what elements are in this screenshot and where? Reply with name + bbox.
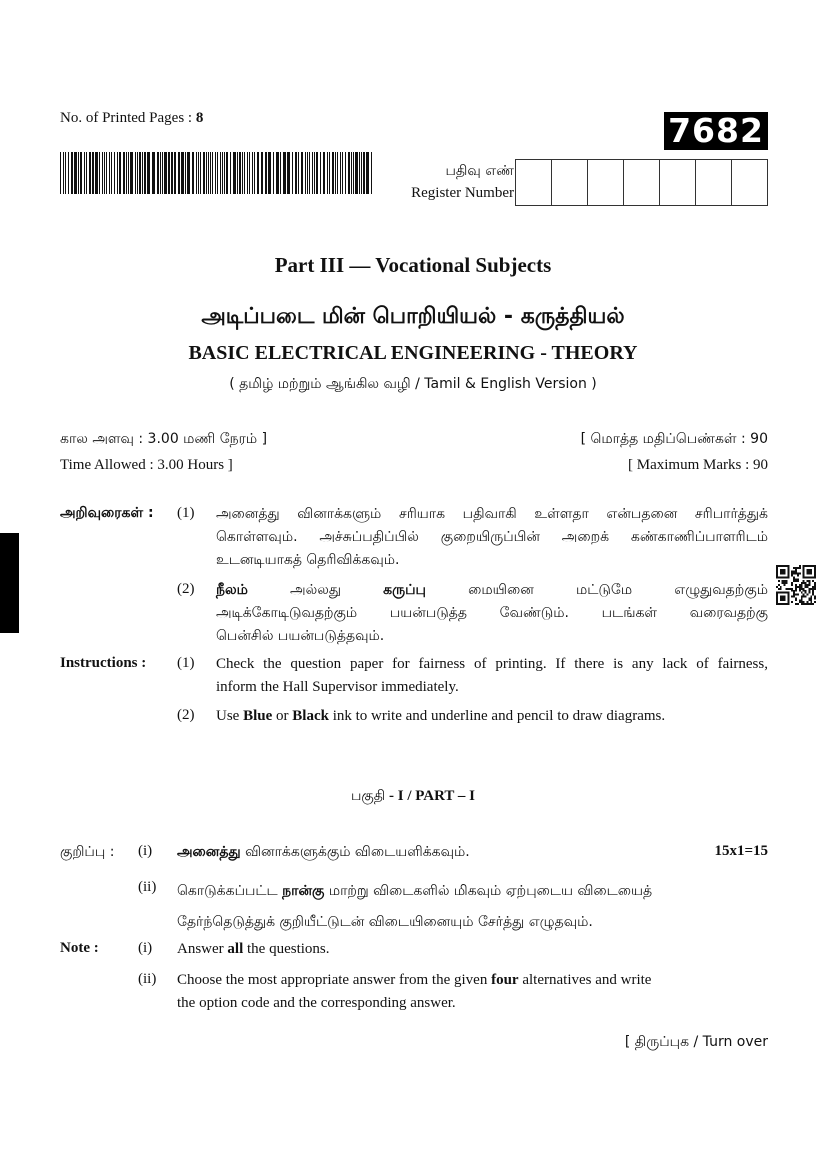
section-heading-tamil: பகுதி xyxy=(350,788,386,804)
note-text: மாற்று விடைகளில் மிகவும் ஏற்புடைய விடையைத் xyxy=(324,883,653,899)
instruction-word: மையினை xyxy=(468,582,534,598)
instructions-tamil-label: அறிவுரைகள் : xyxy=(60,505,154,521)
black-word: கருப்பு xyxy=(383,582,426,598)
register-number-label xyxy=(380,160,514,204)
version-note: ( தமிழ் மற்றும் ஆங்கில வழி / Tamil & English Version ) xyxy=(229,376,597,392)
qr-code-icon xyxy=(776,565,816,605)
register-label-tamil: பதிவு எண் xyxy=(445,163,514,179)
note-text: வினாக்களுக்கும் விடையளிக்கவும். xyxy=(240,844,470,860)
all-word: all xyxy=(227,941,244,957)
turn-over[interactable]: [ திருப்புக / Turn over xyxy=(624,1034,768,1050)
instruction-english-1 xyxy=(216,653,768,699)
note-english-ii-line: the option code and the corresponding answer. xyxy=(177,995,456,1011)
register-label-english: Register Number xyxy=(411,185,514,201)
instruction-word: மட்டுமே xyxy=(575,582,633,598)
instruction-english-1-line: inform the Hall Supervisor immediately. xyxy=(216,679,459,695)
four-word: நான்கு xyxy=(282,883,325,899)
instruction-word: அல்லது xyxy=(290,582,341,598)
instruction-english-2 xyxy=(216,705,768,728)
register-digit-box[interactable] xyxy=(660,160,696,205)
instruction-tamil-1-number: (1) xyxy=(177,505,195,521)
register-digit-box[interactable] xyxy=(516,160,552,205)
note-english-i xyxy=(177,938,330,961)
instruction-text: ink to write and underline and pencil to draw diagrams. xyxy=(328,708,666,724)
all-word: அனைத்து xyxy=(177,844,241,860)
paper-code: 7682 xyxy=(664,112,768,150)
register-digit-box[interactable] xyxy=(588,160,624,205)
instruction-word: எழுதுவதற்கும் xyxy=(674,582,768,598)
instruction-tamil-1 xyxy=(216,503,768,572)
margin-marker xyxy=(0,533,19,633)
note-english-i-number: (i) xyxy=(138,940,153,956)
blue-word: நீலம் xyxy=(216,582,248,598)
instruction-english-2-number: (2) xyxy=(177,707,195,723)
note-text: alternatives and write xyxy=(518,972,652,988)
note-text: Choose the most appropriate answer from the given xyxy=(177,972,492,988)
instruction-text: Use xyxy=(216,708,244,724)
register-number-boxes[interactable] xyxy=(515,159,768,206)
instruction-tamil-2-line xyxy=(216,579,768,602)
printed-pages xyxy=(60,110,203,127)
time-allowed-english: Time Allowed : 3.00 Hours ] xyxy=(60,457,233,473)
note-text: the questions. xyxy=(243,941,330,957)
instruction-tamil-2 xyxy=(216,579,768,648)
section-heading-english: - I / PART – I xyxy=(385,788,475,804)
note-tamil-i-number: (i) xyxy=(138,843,153,859)
note-tamil-label: குறிப்பு : xyxy=(60,844,115,860)
note-text: Answer xyxy=(177,941,228,957)
four-word: four xyxy=(491,972,519,988)
note-tamil-i xyxy=(177,841,470,864)
note-tamil-ii-number: (ii) xyxy=(138,879,157,895)
black-word: Black xyxy=(292,708,329,724)
subject-title-english: BASIC ELECTRICAL ENGINEERING - THEORY xyxy=(188,342,638,364)
blue-word: Blue xyxy=(243,708,273,724)
note-english-ii-line xyxy=(177,969,737,992)
register-digit-box[interactable] xyxy=(696,160,732,205)
register-digit-box[interactable] xyxy=(552,160,588,205)
register-digit-box[interactable] xyxy=(732,160,767,205)
instruction-tamil-2-line: அடிக்கோடிடுவதற்கும் பயன்படுத்த வேண்டும். படங்கள் வரைவதற்கு xyxy=(216,605,768,621)
instruction-tamil-1-line: உடனடியாகத் தெரிவிக்கவும். xyxy=(216,552,400,568)
instruction-tamil-1-line: கொள்ளவும். அச்சுப்பதிப்பில் குறையிருப்பின் அறைக் கண்காணிப்பாளரிடம் xyxy=(216,529,768,545)
note-tamil-ii xyxy=(177,876,737,938)
instruction-english-1-number: (1) xyxy=(177,655,195,671)
barcode-image xyxy=(60,152,374,194)
instruction-tamil-2-number: (2) xyxy=(177,581,195,597)
note-tamil-ii-line: தேர்ந்தெடுத்துக் குறியீட்டுடன் விடையினையும் சேர்த்து எழுதவும். xyxy=(177,914,593,930)
max-marks-tamil: [ மொத்த மதிப்பெண்கள் : 90 xyxy=(580,431,768,447)
register-digit-box[interactable] xyxy=(624,160,660,205)
time-allowed-tamil: கால அளவு : 3.00 மணி நேரம் ] xyxy=(60,431,268,447)
section-heading xyxy=(0,788,826,806)
note-text: கொடுக்கப்பட்ட xyxy=(177,883,283,899)
part-title: Part III — Vocational Subjects xyxy=(274,253,552,277)
section-marks: 15x1=15 xyxy=(714,843,768,859)
instructions-english-label: Instructions : xyxy=(60,655,147,671)
instruction-tamil-1-line: அனைத்து வினாக்களும் சரியாக பதிவாகி உள்ளதா என்பதனை சரிபார்த்துக் xyxy=(216,506,768,522)
note-english-ii-number: (ii) xyxy=(138,971,157,987)
max-marks-english: [ Maximum Marks : 90 xyxy=(628,457,768,473)
note-tamil-ii-line xyxy=(177,876,737,907)
subject-title-tamil: அடிப்படை மின் பொறியியல் - கருத்தியல் xyxy=(201,304,625,329)
printed-pages-value: 8 xyxy=(195,110,204,126)
printed-pages-label: No. of Printed Pages : xyxy=(60,110,196,126)
instruction-tamil-2-line: பென்சில் பயன்படுத்தவும். xyxy=(216,628,385,644)
note-english-ii xyxy=(177,969,737,1015)
instruction-text: or xyxy=(272,708,293,724)
instruction-english-1-line: Check the question paper for fairness of printing. If there is any lack of fairness, xyxy=(216,656,768,672)
note-english-label: Note : xyxy=(60,940,99,956)
